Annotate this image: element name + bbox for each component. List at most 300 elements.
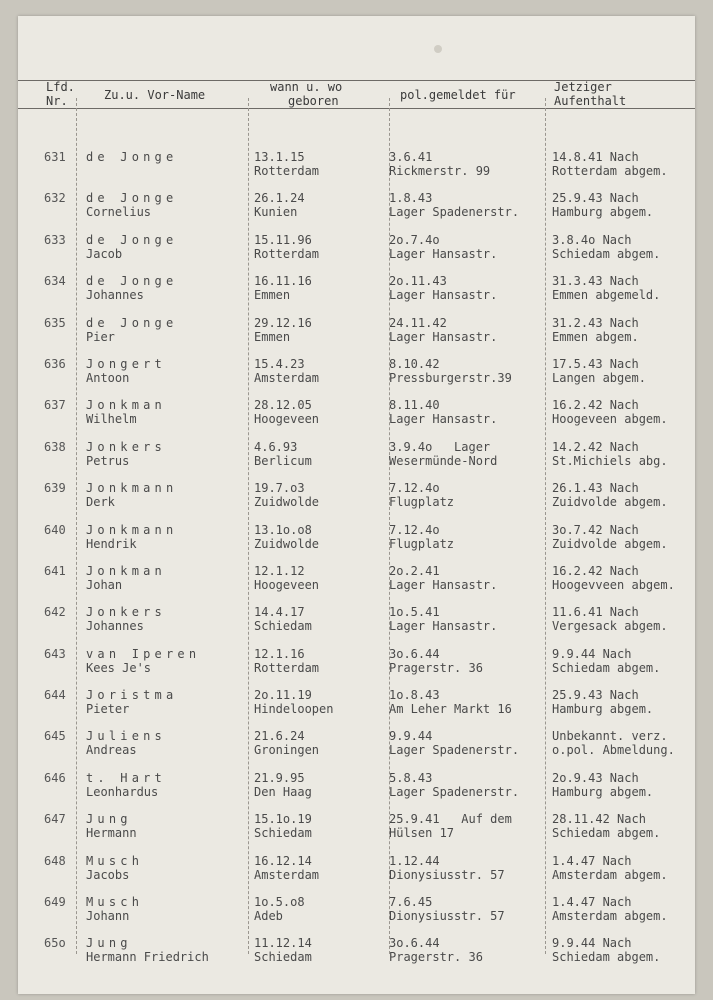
surname: de Jonge bbox=[86, 315, 178, 330]
police-registration bbox=[389, 936, 483, 964]
residence-line-1: 9.9.44 Nach bbox=[552, 936, 632, 951]
person-name bbox=[86, 523, 177, 551]
person-name bbox=[86, 150, 177, 164]
birth-date: 15.11.96 bbox=[254, 232, 312, 247]
document-page bbox=[18, 16, 695, 994]
entry-number: 632 bbox=[44, 191, 66, 206]
registration-date: 3.6.41 bbox=[389, 150, 433, 164]
table-row bbox=[18, 564, 695, 605]
entry-number: 638 bbox=[44, 439, 66, 454]
table-row bbox=[18, 936, 695, 977]
surname: Musch bbox=[86, 853, 144, 868]
table-row bbox=[18, 274, 695, 315]
residence-line-2: Rotterdam abgem. bbox=[552, 164, 668, 178]
registration-date: 8.11.40 bbox=[389, 398, 440, 413]
surname: de Jonge bbox=[86, 274, 178, 289]
table-row bbox=[18, 481, 695, 522]
first-name: Johannes bbox=[86, 288, 144, 303]
police-registration bbox=[389, 647, 483, 675]
residence-line-2: Hamburg abgem. bbox=[552, 702, 654, 717]
birth-place: Amsterdam bbox=[254, 370, 320, 385]
registration-line-1 bbox=[389, 729, 519, 743]
residence-line-2: St.Michiels abg. bbox=[552, 453, 668, 468]
entry-number: 647 bbox=[44, 812, 66, 827]
entry-number: 639 bbox=[44, 481, 66, 496]
residence-line-1: Unbekannt. verz. bbox=[552, 729, 668, 744]
entry-number: 644 bbox=[44, 688, 66, 703]
header-police: pol.gemeldet für bbox=[400, 88, 516, 102]
first-name: Leonhardus bbox=[86, 784, 159, 799]
entry-number: 636 bbox=[44, 356, 66, 371]
header-born-1: wann u. wo bbox=[270, 80, 343, 94]
registration-line-1 bbox=[389, 357, 512, 371]
residence-line-1: 16.2.42 Nach bbox=[552, 563, 639, 578]
person-name bbox=[86, 398, 166, 426]
birth-date: 4.6.93 bbox=[254, 439, 298, 454]
residence-line-2: Amsterdam abgem. bbox=[552, 909, 668, 924]
residence-line-2: Hoogevveen abgem. bbox=[552, 577, 675, 592]
registration-line-1 bbox=[389, 274, 497, 288]
birth-place: Hoogeveen bbox=[254, 577, 320, 592]
table-row bbox=[18, 605, 695, 646]
registration-date: 2o.2.41 bbox=[389, 563, 440, 578]
current-residence bbox=[552, 895, 668, 923]
entry-number: 643 bbox=[44, 646, 66, 661]
birth-place: Den Haag bbox=[254, 784, 312, 799]
birth-info bbox=[254, 771, 312, 799]
residence-line-2: Schiedam abgem. bbox=[552, 246, 661, 261]
person-name bbox=[86, 233, 177, 261]
police-registration bbox=[389, 150, 490, 178]
register-table bbox=[18, 150, 695, 978]
registration-address: Hülsen 17 bbox=[389, 826, 455, 841]
current-residence bbox=[552, 729, 675, 757]
first-name: Pieter bbox=[86, 702, 130, 717]
registration-line-1 bbox=[389, 481, 454, 495]
current-residence bbox=[552, 605, 668, 633]
registration-date: 7.12.4o bbox=[389, 522, 440, 537]
registration-address: Lager Hansastr. bbox=[389, 288, 498, 303]
residence-line-1: 3o.7.42 Nach bbox=[552, 522, 639, 537]
registration-line-1 bbox=[389, 398, 497, 412]
birth-place: Zuidwolde bbox=[254, 495, 320, 510]
birth-info bbox=[254, 191, 305, 219]
registration-line-1 bbox=[389, 688, 512, 702]
first-name: Pier bbox=[86, 329, 115, 344]
first-name: Johannes bbox=[86, 619, 144, 634]
birth-date: 19.7.o3 bbox=[254, 481, 305, 496]
entry-number: 640 bbox=[44, 522, 66, 537]
residence-line-2: Hamburg abgem. bbox=[552, 205, 654, 220]
residence-line-1: 3.8.4o Nach bbox=[552, 232, 632, 247]
registration-date: 1o.5.41 bbox=[389, 605, 440, 620]
first-name: Johann bbox=[86, 909, 130, 924]
current-residence bbox=[552, 812, 660, 840]
current-residence bbox=[552, 357, 646, 385]
table-row bbox=[18, 854, 695, 895]
residence-line-1: 26.1.43 Nach bbox=[552, 481, 639, 496]
entry-number: 635 bbox=[44, 315, 66, 330]
registration-date: 3o.6.44 bbox=[389, 936, 440, 951]
person-name bbox=[86, 191, 177, 219]
first-name: Wilhelm bbox=[86, 412, 137, 427]
residence-line-1: 25.9.43 Nach bbox=[552, 191, 639, 206]
header-nr: Nr. bbox=[46, 94, 68, 108]
birth-date: 16.11.16 bbox=[254, 274, 312, 289]
header-born-2: geboren bbox=[288, 94, 339, 108]
police-registration bbox=[389, 233, 497, 261]
birth-info bbox=[254, 812, 312, 840]
residence-line-1: 16.2.42 Nach bbox=[552, 398, 639, 413]
registration-date: 9.9.44 bbox=[389, 729, 433, 744]
residence-line-2: Zuidvolde abgem. bbox=[552, 495, 668, 510]
surname: Musch bbox=[86, 895, 144, 910]
birth-date: 29.12.16 bbox=[254, 315, 312, 330]
police-registration bbox=[389, 481, 454, 509]
birth-date: 28.12.05 bbox=[254, 398, 312, 413]
birth-place: Groningen bbox=[254, 743, 320, 758]
police-registration bbox=[389, 440, 497, 468]
registration-address: Flugplatz bbox=[389, 495, 455, 510]
surname: Jung bbox=[86, 936, 132, 951]
residence-line-1: 25.9.43 Nach bbox=[552, 688, 639, 703]
birth-date: 15.1o.19 bbox=[254, 812, 312, 827]
current-residence bbox=[552, 150, 668, 178]
entry-number: 649 bbox=[44, 895, 66, 910]
person-name bbox=[86, 771, 166, 799]
registration-address: Lager Spadenerstr. bbox=[389, 743, 520, 758]
residence-line-1: 1.4.47 Nach bbox=[552, 853, 632, 868]
registration-address: Pragerstr. 36 bbox=[389, 950, 483, 965]
birth-date: 13.1o.o8 bbox=[254, 522, 312, 537]
first-name: Jacob bbox=[86, 246, 123, 261]
person-name bbox=[86, 895, 143, 923]
entry-number: 642 bbox=[44, 605, 66, 620]
table-row bbox=[18, 771, 695, 812]
birth-date: 13.1.15 bbox=[254, 150, 305, 164]
table-row bbox=[18, 357, 695, 398]
registration-address: Flugplatz bbox=[389, 536, 455, 551]
person-name bbox=[86, 440, 166, 468]
birth-info bbox=[254, 357, 319, 385]
birth-place: Rotterdam bbox=[254, 164, 320, 178]
birth-info bbox=[254, 274, 312, 302]
registration-date: 3o.6.44 bbox=[389, 646, 440, 661]
person-name bbox=[86, 854, 143, 882]
surname: van Iperen bbox=[86, 646, 201, 661]
police-registration bbox=[389, 191, 519, 219]
registration-line-1 bbox=[389, 936, 483, 950]
registration-address: Pragerstr. 36 bbox=[389, 660, 483, 675]
residence-line-2: Amsterdam abgem. bbox=[552, 867, 668, 882]
birth-info bbox=[254, 523, 319, 551]
registration-address: Lager Hansastr. bbox=[389, 412, 498, 427]
surname: Jonkman bbox=[86, 563, 166, 578]
birth-date: 21.6.24 bbox=[254, 729, 305, 744]
birth-info bbox=[254, 233, 319, 261]
residence-line-2: Hoogeveen abgem. bbox=[552, 412, 668, 427]
registration-line-1 bbox=[389, 233, 497, 247]
surname: de Jonge bbox=[86, 232, 178, 247]
surname: de Jonge bbox=[86, 191, 178, 206]
header-lfd: Lfd. bbox=[46, 80, 75, 94]
registration-line-1 bbox=[389, 771, 519, 785]
registration-line-1 bbox=[389, 647, 483, 661]
birth-place: Rotterdam bbox=[254, 246, 320, 261]
birth-place: Emmen bbox=[254, 288, 291, 303]
residence-line-1: 14.2.42 Nach bbox=[552, 439, 639, 454]
current-residence bbox=[552, 233, 660, 261]
birth-place: Rotterdam bbox=[254, 660, 320, 675]
table-row bbox=[18, 150, 695, 191]
birth-date: 16.12.14 bbox=[254, 853, 312, 868]
person-name bbox=[86, 729, 166, 757]
entry-number: 634 bbox=[44, 274, 66, 289]
birth-info bbox=[254, 440, 312, 468]
surname: Juliens bbox=[86, 729, 166, 744]
registration-address: Dionysiusstr. 57 bbox=[389, 867, 505, 882]
current-residence bbox=[552, 564, 675, 592]
birth-place: Schiedam bbox=[254, 619, 312, 634]
surname: Jonkers bbox=[86, 439, 166, 454]
surname: Jung bbox=[86, 812, 132, 827]
surname: de Jonge bbox=[86, 150, 178, 164]
birth-place: Amsterdam bbox=[254, 867, 320, 882]
birth-place: Adeb bbox=[254, 909, 283, 924]
header-name: Zu.u. Vor-Name bbox=[104, 88, 206, 102]
police-registration bbox=[389, 357, 512, 385]
current-residence bbox=[552, 771, 653, 799]
registration-address: Pressburgerstr.39 bbox=[389, 370, 512, 385]
person-name bbox=[86, 605, 166, 633]
birth-date: 21.9.95 bbox=[254, 770, 305, 785]
surname: Jonkmann bbox=[86, 522, 178, 537]
current-residence bbox=[552, 936, 660, 964]
first-name: Johan bbox=[86, 577, 123, 592]
birth-place: Berlicum bbox=[254, 453, 312, 468]
current-residence bbox=[552, 523, 668, 551]
current-residence bbox=[552, 398, 668, 426]
person-name bbox=[86, 564, 166, 592]
registration-address: Am Leher Markt 16 bbox=[389, 702, 512, 717]
person-name bbox=[86, 481, 177, 509]
birth-date: 14.4.17 bbox=[254, 605, 305, 620]
table-row bbox=[18, 398, 695, 439]
first-name: Jacobs bbox=[86, 867, 130, 882]
person-name bbox=[86, 688, 177, 716]
person-name bbox=[86, 936, 209, 964]
registration-date: 1o.8.43 bbox=[389, 688, 440, 703]
birth-place: Emmen bbox=[254, 329, 291, 344]
police-registration bbox=[389, 812, 512, 840]
birth-date: 11.12.14 bbox=[254, 936, 312, 951]
birth-date: 15.4.23 bbox=[254, 356, 305, 371]
birth-info bbox=[254, 316, 312, 344]
first-name: Petrus bbox=[86, 453, 130, 468]
residence-line-1: 1.4.47 Nach bbox=[552, 895, 632, 910]
first-name: Hermann bbox=[86, 826, 137, 841]
table-row bbox=[18, 316, 695, 357]
birth-info bbox=[254, 150, 319, 178]
birth-date: 12.1.16 bbox=[254, 646, 305, 661]
police-registration bbox=[389, 274, 497, 302]
birth-place: Schiedam bbox=[254, 950, 312, 965]
person-name bbox=[86, 812, 137, 840]
residence-line-2: Emmen abgemeld. bbox=[552, 288, 661, 303]
birth-info bbox=[254, 564, 319, 592]
entry-number: 641 bbox=[44, 563, 66, 578]
current-residence bbox=[552, 440, 668, 468]
birth-info bbox=[254, 481, 319, 509]
birth-date: 12.1.12 bbox=[254, 563, 305, 578]
police-registration bbox=[389, 605, 497, 633]
surname: Jonkman bbox=[86, 398, 166, 413]
entry-number: 648 bbox=[44, 853, 66, 868]
entry-number: 645 bbox=[44, 729, 66, 744]
registration-line-1 bbox=[389, 150, 490, 164]
registration-address: Lager Spadenerstr. bbox=[389, 784, 520, 799]
registration-date: 1.12.44 bbox=[389, 853, 440, 868]
registration-address: Lager Hansastr. bbox=[389, 246, 498, 261]
current-residence bbox=[552, 274, 660, 302]
residence-line-2: o.pol. Abmeldung. bbox=[552, 743, 675, 758]
current-residence bbox=[552, 191, 653, 219]
birth-info bbox=[254, 854, 319, 882]
residence-line-2: Schiedam abgem. bbox=[552, 660, 661, 675]
residence-line-2: Schiedam abgem. bbox=[552, 950, 661, 965]
registration-address: Dionysiusstr. 57 bbox=[389, 909, 505, 924]
registration-address: Lager Hansastr. bbox=[389, 329, 498, 344]
registration-address: Lager Hansastr. bbox=[389, 577, 498, 592]
residence-line-1: 9.9.44 Nach bbox=[552, 646, 632, 661]
police-registration bbox=[389, 854, 505, 882]
registration-date: 7.12.4o bbox=[389, 481, 440, 496]
registration-note: Lager bbox=[432, 439, 491, 454]
residence-line-1: 2o.9.43 Nach bbox=[552, 770, 639, 785]
registration-line-1 bbox=[389, 854, 505, 868]
registration-line-1 bbox=[389, 440, 497, 454]
first-name: Kees Je's bbox=[86, 660, 152, 675]
residence-line-1: 31.2.43 Nach bbox=[552, 315, 639, 330]
birth-info bbox=[254, 895, 305, 923]
birth-date: 1o.5.o8 bbox=[254, 895, 305, 910]
residence-line-1: 14.8.41 Nach bbox=[552, 150, 639, 164]
surname: Joristma bbox=[86, 688, 178, 703]
entry-number: 637 bbox=[44, 398, 66, 413]
current-residence bbox=[552, 316, 639, 344]
residence-line-1: 11.6.41 Nach bbox=[552, 605, 639, 620]
residence-line-2: Vergesack abgem. bbox=[552, 619, 668, 634]
registration-line-1 bbox=[389, 895, 505, 909]
residence-line-2: Zuidvolde abgem. bbox=[552, 536, 668, 551]
residence-line-2: Langen abgem. bbox=[552, 370, 646, 385]
birth-place: Hoogeveen bbox=[254, 412, 320, 427]
table-row bbox=[18, 688, 695, 729]
table-row bbox=[18, 440, 695, 481]
birth-date: 2o.11.19 bbox=[254, 688, 312, 703]
table-row bbox=[18, 729, 695, 770]
registration-line-1 bbox=[389, 191, 519, 205]
first-name: Antoon bbox=[86, 370, 130, 385]
residence-line-1: 17.5.43 Nach bbox=[552, 356, 639, 371]
surname: t. Hart bbox=[86, 770, 166, 785]
person-name bbox=[86, 357, 166, 385]
residence-line-1: 31.3.43 Nach bbox=[552, 274, 639, 289]
registration-line-1 bbox=[389, 605, 497, 619]
header-stay-2: Aufenthalt bbox=[554, 94, 627, 108]
police-registration bbox=[389, 316, 497, 344]
registration-line-1 bbox=[389, 812, 512, 826]
person-name bbox=[86, 274, 177, 302]
registration-line-1 bbox=[389, 316, 497, 330]
entry-number: 65o bbox=[44, 936, 66, 951]
surname: Jonkmann bbox=[86, 481, 178, 496]
registration-address: Lager Hansastr. bbox=[389, 619, 498, 634]
table-row bbox=[18, 647, 695, 688]
entry-number: 646 bbox=[44, 770, 66, 785]
police-registration bbox=[389, 729, 519, 757]
first-name: Hermann Friedrich bbox=[86, 950, 209, 965]
residence-line-2: Emmen abgem. bbox=[552, 329, 639, 344]
person-name bbox=[86, 647, 200, 675]
birth-info bbox=[254, 688, 333, 716]
registration-address: Wesermünde-Nord bbox=[389, 453, 498, 468]
person-name bbox=[86, 316, 177, 344]
registration-date: 24.11.42 bbox=[389, 315, 447, 330]
first-name: Cornelius bbox=[86, 205, 152, 220]
header-stay-1: Jetziger bbox=[554, 80, 612, 94]
table-row bbox=[18, 233, 695, 274]
registration-date: 25.9.41 bbox=[389, 812, 440, 827]
police-registration bbox=[389, 895, 505, 923]
first-name: Hendrik bbox=[86, 536, 137, 551]
residence-line-1: 28.11.42 Nach bbox=[552, 812, 646, 827]
birth-info bbox=[254, 398, 319, 426]
birth-date: 26.1.24 bbox=[254, 191, 305, 206]
surname: Jonkers bbox=[86, 605, 166, 620]
registration-address: Rickmerstr. 99 bbox=[389, 164, 491, 178]
birth-place: Zuidwolde bbox=[254, 536, 320, 551]
current-residence bbox=[552, 688, 653, 716]
police-registration bbox=[389, 564, 497, 592]
registration-date: 3.9.4o bbox=[389, 439, 433, 454]
registration-date: 7.6.45 bbox=[389, 895, 433, 910]
birth-info bbox=[254, 936, 312, 964]
current-residence bbox=[552, 481, 668, 509]
registration-date: 8.10.42 bbox=[389, 356, 440, 371]
registration-address: Lager Spadenerstr. bbox=[389, 205, 520, 220]
birth-place: Hindeloopen bbox=[254, 702, 334, 717]
police-registration bbox=[389, 523, 454, 551]
registration-note: Auf dem bbox=[439, 812, 512, 827]
police-registration bbox=[389, 688, 512, 716]
residence-line-2: Schiedam abgem. bbox=[552, 826, 661, 841]
table-row bbox=[18, 523, 695, 564]
current-residence bbox=[552, 854, 668, 882]
birth-place: Schiedam bbox=[254, 826, 312, 841]
birth-info bbox=[254, 605, 312, 633]
registration-line-1 bbox=[389, 564, 497, 578]
registration-date: 1.8.43 bbox=[389, 191, 433, 206]
table-row bbox=[18, 191, 695, 232]
current-residence bbox=[552, 647, 660, 675]
first-name: Andreas bbox=[86, 743, 137, 758]
table-row bbox=[18, 812, 695, 853]
registration-date: 2o.7.4o bbox=[389, 232, 440, 247]
registration-date: 2o.11.43 bbox=[389, 274, 447, 289]
entry-number: 631 bbox=[44, 150, 66, 164]
police-registration bbox=[389, 771, 519, 799]
